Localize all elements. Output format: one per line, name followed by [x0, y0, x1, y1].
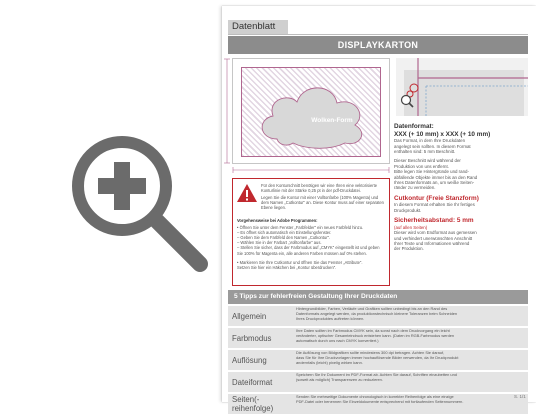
warning-line-5: Ebene liegen.: [261, 205, 287, 210]
tip-line: Hintergrundbilder, Farben, Verläufe und Grafiken sollten unbedingt bis an den Rand des: [296, 306, 448, 311]
tip-line: andernfalls (leicht) pixelig wirken kann.: [296, 359, 363, 365]
format-size: XXX (+ 10 mm) x XXX (+ 10 mm): [394, 130, 491, 138]
tip-text: [296, 351, 526, 365]
safety-sub: (auf allen Seiten): [394, 224, 428, 230]
procedure-line-6: Sie 100% für Magenta ein, alle anderen Farben müssen auf 0% stehen.: [237, 250, 367, 256]
tip-text: [296, 395, 526, 405]
tip-label: Allgemein: [232, 311, 267, 321]
procedure-title: Vorgehensweise bei Adobe Programmen:: [237, 218, 318, 223]
tip-line: (soweit als möglich) Transparenzen zu reduzieren.: [296, 376, 383, 382]
procedure-text: [237, 218, 387, 270]
warning-box: [232, 178, 390, 286]
format-text-1: Das Format, in dem Ihre Druckdaten: [394, 138, 466, 144]
tip-line: veränderter, optischer Gesamteindruck entstehen kann. (Daten im RGB-Farbmodus werden: [296, 332, 455, 338]
cloud-shape: [233, 59, 391, 165]
tab-divider: [228, 34, 528, 35]
format-text-2: angelegt sein sollten. In diesem Format: [394, 143, 471, 149]
tip-text: [296, 373, 526, 383]
tip-row-general: [228, 306, 528, 326]
format-text-3: enthalten sind: 5 mm Beschnitt.: [394, 149, 456, 154]
datasheet-tab: Datenblatt: [228, 20, 288, 34]
right-column-text: [394, 123, 532, 252]
tip-row-file-format: [228, 372, 528, 392]
tip-row-page-order: [228, 394, 528, 414]
height-dimension-line: [224, 58, 230, 164]
tip-row-resolution: [228, 350, 528, 370]
procedure-line-5: – Stellen Sie sicher, dass der Farbmodus auf „CMYK" eingestellt ist und geben: [237, 245, 380, 251]
cut-heading: Cutkontur (Freie Stanzform): [394, 194, 479, 202]
tip-label: Seiten(-reihenfolge): [232, 395, 274, 413]
warning-line-3: Legen Sie die Kontur mit einer Volltonfarbe (100% Magenta) und: [261, 195, 379, 200]
tip-line: Ihres Druckproduktes auftreten können.: [296, 315, 365, 321]
warning-line-1: Für den Konturschnitt benötigen wir eine Ihren eine vektorisierte: [261, 183, 378, 188]
tip-text: [296, 329, 526, 343]
page-title: DISPLAYKARTON: [228, 36, 528, 54]
tip-line: dass Sie für Ihre Druckvorlagen immer hochauflösende Bilder verwenden, da Ihr Druckprodukt: [296, 354, 459, 360]
safety-text-2: und verhindert unerwünschten Anschnitt: [394, 235, 473, 241]
format-text2-6: ränder zu vermeiden.: [394, 185, 436, 191]
procedure-line-1: • Öffnen Sie unter dem Fenster „Farbfelder" ein neues Farbfeld hinzu.: [237, 225, 364, 231]
tip-line: Ihre Daten sollten im Farbmodus CMYK sein, da sonst nach dem Druckvorgang ein leicht: [296, 328, 450, 333]
format-text2-2: Produktion von uns entfernt.: [394, 163, 449, 169]
cut-text-2: Druckprodukt.: [394, 207, 422, 213]
warning-icon: [236, 183, 258, 203]
tip-label: Farbmodus: [232, 333, 272, 343]
tip-label: Auflösung: [232, 355, 267, 365]
procedure-line-4: – Wählen Sie in der Farbart „Volltonfarbe" aus.: [237, 240, 322, 246]
safety-text-1: Dieser wird vom Endformat aus gemessen: [394, 230, 477, 236]
safety-text-4: der Produktion.: [394, 246, 424, 252]
tip-line: Senden Sie mehrseitige Dokumente chronologisch in korrekter Reihenfolge als eine einzige: [296, 394, 454, 399]
format-text2-3: Bitte legen Sie Hintergründe und rand-: [394, 169, 469, 175]
tip-line: Datenformats angelegt werden, da produktionstechnisch kleinere Toleranzen beim Schneiden: [296, 310, 458, 316]
width-dimension-line: [232, 167, 390, 173]
artwork-area: [232, 58, 390, 164]
tip-line: Die Auflösung von Bildgrafiken sollte mindestens 300 dpi betragen. Achten Sie darauf,: [296, 350, 445, 355]
tip-label: Dateiformat: [232, 377, 273, 387]
zoom-in-icon[interactable]: [64, 128, 214, 278]
tip-text: [296, 307, 526, 321]
procedure-line-3: – Geben Sie dem Farbfeld den Namen „Cutkontur".: [237, 235, 331, 241]
corner-detail: [396, 58, 528, 116]
format-text2-5: Ihres Datenformats an, um weiße Seiten-: [394, 180, 475, 186]
procedure-line-9: Setzen Sie hier ein Häkchen bei „Kontur überdrucken".: [237, 264, 337, 270]
shape-label: Wolken-Form: [311, 117, 353, 124]
warning-text: [261, 183, 387, 210]
cut-text-1: In diesem Format erhalten Sie Ihr fertiges: [394, 202, 475, 208]
safety-heading: Sicherheitsabstand: 5 mm: [394, 217, 474, 225]
tips-heading: 5 Tipps zur fehlerfreien Gestaltung Ihrer Druckdaten: [228, 290, 528, 304]
format-heading: Datenformat:: [394, 123, 434, 130]
tip-line: PDF-Datei oder benennen Sie Einzeldokumente entsprechend mit fortlaufenden Seitennummern.: [296, 398, 464, 404]
document-page: [222, 6, 536, 413]
procedure-line-8: • Markieren Sie Ihre Cutkontur und öffnen Sie das Fenster „Attribute".: [237, 259, 363, 265]
warning-line-4: dem Namen „Cutkontur" an. Diese Kontur muss auf einer separaten: [261, 200, 384, 205]
safety-text-3: Ihrer Texte und Informationen während: [394, 241, 470, 247]
format-text2-4: abfallende Objekte immer bis an den Rand: [394, 174, 478, 180]
tip-line: Speichern Sie Ihr Dokument im PDF-Format ab. Achten Sie darauf, Schriften einzubetten und: [296, 372, 457, 377]
procedure-line-2: – Es öffnet sich automatisch ein Einstellungsfenster.: [237, 230, 332, 236]
format-text2-1: Dieser Beschnitt wird während der: [394, 158, 461, 164]
tip-row-color-mode: [228, 328, 528, 348]
page-number: S. 1/1: [514, 394, 526, 399]
warning-line-2: Konturlinie mit der Stärke 0,25 pt in der pdf-Druckdatei.: [261, 188, 361, 193]
tip-line: automatisch durch uns nach CMYK konvertiert.): [296, 337, 379, 343]
